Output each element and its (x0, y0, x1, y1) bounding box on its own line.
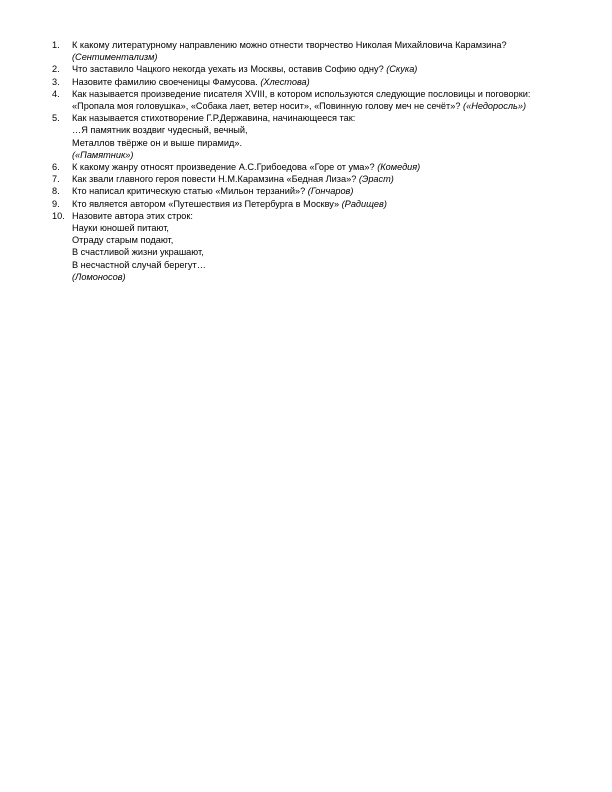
question-body (72, 76, 572, 88)
question-answer: («Недоросль») (463, 101, 527, 112)
question-text: Как называется стихотворение Г.Р.Державина, начинающееся так: (72, 113, 356, 124)
question-item-4 (52, 88, 572, 112)
question-text: Назовите фамилию своеченицы Фамусова. (72, 76, 261, 87)
question-number: 8. (52, 186, 60, 197)
question-body (72, 198, 572, 210)
question-item-10 (52, 210, 572, 283)
question-answer: (Эраст) (358, 174, 394, 185)
question-item-8 (52, 185, 572, 197)
question-number: 10. (52, 210, 65, 221)
question-number: 5. (52, 113, 60, 124)
question-body (72, 88, 572, 112)
question-answer: (Сентиментализм) (72, 52, 158, 63)
question-number: 3. (52, 76, 60, 87)
verse-line: Отраду старым подают, (72, 235, 174, 246)
question-item-2 (52, 63, 572, 75)
question-item-7 (52, 173, 572, 185)
question-number: 7. (52, 174, 60, 185)
question-body (72, 112, 572, 161)
question-text: К какому литературному направлению можно отнести творчество Николая Михайловича Карамзина? (72, 40, 507, 50)
question-answer: («Памятник») (72, 149, 134, 160)
verse-line: Науки юношей питают, (72, 223, 169, 234)
question-item-9 (52, 198, 572, 210)
question-text: Как называется произведение писателя XVIII, в котором используются следующие пословицы и поговорки: «Пропала моя головушка», «Собака лает, ветер носит», «Повинную голову меч не сечёт»? (72, 88, 531, 112)
question-body (72, 39, 572, 63)
question-body (72, 161, 572, 173)
question-body (72, 63, 572, 75)
question-item-1 (52, 39, 572, 63)
verse-line: В несчастной случай берегут… (72, 259, 206, 270)
verse-line: В счастливой жизни украшают, (72, 247, 204, 258)
question-text: Кто является автором «Путешествия из Петербурга в Москву» (72, 198, 342, 209)
question-text: Как звали главного героя повести Н.М.Карамзина «Бедная Лиза»? (72, 174, 359, 185)
question-number: 2. (52, 64, 60, 75)
question-number: 9. (52, 198, 60, 209)
question-answer: (Скука) (386, 64, 418, 75)
question-body (72, 173, 572, 185)
question-number: 4. (52, 88, 60, 99)
verse-line: …Я памятник воздвиг чудесный, вечный, (72, 125, 248, 136)
question-text: К какому жанру относят произведение А.С.Грибоедова «Горе от ума»? (72, 162, 378, 173)
question-item-5 (52, 112, 572, 161)
question-item-6 (52, 161, 572, 173)
question-text: Назовите автора этих строк: (72, 210, 193, 221)
question-answer: (Радищев) (341, 198, 387, 209)
question-answer: (Комедия) (377, 162, 421, 173)
verse-line: Металлов твёрже он и выше пирамид». (72, 137, 242, 148)
question-answer: (Гончаров) (307, 186, 354, 197)
question-body (72, 185, 572, 197)
question-body (72, 210, 572, 283)
question-item-3 (52, 76, 572, 88)
question-number: 6. (52, 162, 60, 173)
question-number: 1. (52, 40, 60, 50)
question-answer: (Хлестова) (260, 76, 310, 87)
question-answer: (Ломоносов) (72, 271, 126, 282)
question-text: Что заставило Чацкого некогда уехать из Москвы, оставив Софию одну? (72, 64, 387, 75)
question-list (52, 39, 572, 283)
question-text: Кто написал критическую статью «Мильон терзаний»? (72, 186, 308, 197)
